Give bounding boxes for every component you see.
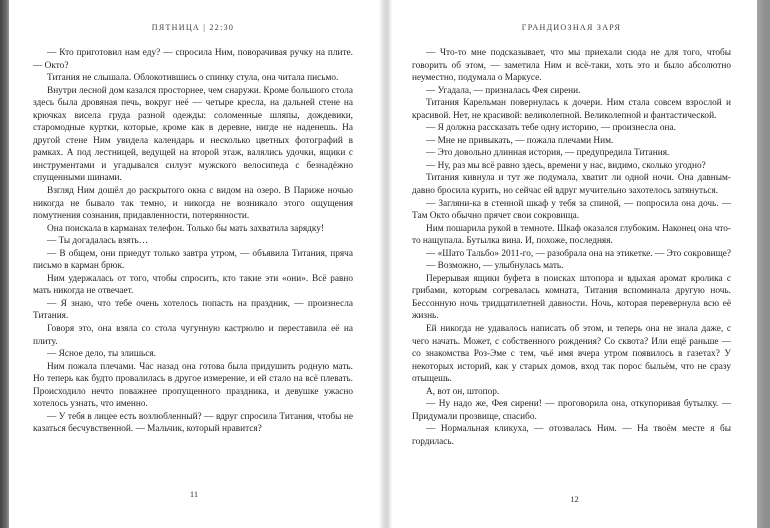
paragraph: Ним пожала плечами. Час назад она готова была придушить родную мать. Но теперь как будто провалилась в другое измерение, и ей стало на всё плевать. Происходило нечто поважнее пропущенного праздника, и девушке ужасно хотелось узнать, что именно. [33,361,353,410]
paragraph: А, вот он, штопор. [426,386,500,397]
paragraph: — В общем, они приедут только завтра утром, — объявила Титания, пряча письмо в карман брюк. [33,248,353,272]
paragraph: Внутри лесной дом казался просторнее, чем снаружи. Кроме большого стола здесь была дровяная печь, вокруг неё — четыре кресла, на дальней стене на крючках висела груда разной одежды: соломенные шляпы, дождевики, старомодные куртки, которые, кроме как в деревне, нигде не наденешь. На другой стене Ним увидела календарь и несколько цветных фотографий в рамках. А под лестницей, ведущей на второй этаж, валялись удочки, ящики с инструментами и угадывался силуэт мужского велосипеда с безнадёжно спущенными шинами. [33,85,353,184]
right-page [392,0,757,528]
left-page [9,0,379,528]
paragraph: Титания кивнула и тут же подумала, хватит ли одной ночи. Она давным-давно бросила курить, но сейчас ей вдруг мучительно захотелось затянуться. [412,173,731,197]
book-left-edge [0,0,9,528]
paragraph: Ним пошарила рукой в темноте. Шкаф оказался глубоким. Наконец она что-то нащупала. Бутылка вина. И, похоже, последняя. [412,223,731,247]
paragraph: Титания Карельман повернулась к дочери. Ним стала совсем взрослой и красивой. Нет, не красивой: великолепной. Великолепной и фантастической. [412,98,731,121]
paragraph: — Загляни-ка в стенной шкаф у тебя за спиной, — попросила она дочь. — Там Окто обычно прячет свои сокровища. [412,198,731,222]
book-right-edge [757,0,770,528]
right-running-header: ГРАНДИОЗНАЯ ЗАРЯ [521,23,622,32]
paragraph: — Нормальная кликуха, — отозвалась Ним. — На твоём месте я бы гордилась. [412,424,731,447]
right-page-body [412,47,731,449]
paragraph: — Возможно, — улыбнулась мать. [426,261,564,272]
paragraph: — Что-то мне подсказывает, что мы приехали сюда не для того, чтобы говорить об этом, — заметила Ним и всё-таки, хоть это и было абсолютно неуместно, подумала о Маркусе. [412,48,731,84]
paragraph: — Ясное дело, ты злишься. [47,349,156,360]
paragraph: — Кто приготовил нам еду? — спросила Ним, поворачивая ручку на плите. — Окто? [33,48,353,71]
right-page-number: 12 [570,494,579,504]
paragraph: Она поискала в карманах телефон. Только бы мать захватила зарядку! [47,223,324,234]
paragraph: — Я должна рассказать тебе одну историю, — произнесла она. [426,123,676,134]
paragraph: — «Шато Тальбо» 2011-го, — разобрала она на этикетке. — Это сокровище? [426,248,731,259]
paragraph: — Я знаю, что тебе очень хотелось попасть на праздник, — произнесла Титания. [33,298,353,322]
paragraph: Ей никогда не удавалось написать об этом, и теперь она не знала даже, с чего начать. Может, с собственного рождения? Со сквота? Или ещё раньше — со знакомства Роз-Эме с тем, чьё имя вчера утром появилось в газетах? У некоторых историй, как у старых домов, вход так порос быльём, что не сразу отыщешь. [412,324,731,385]
paragraph: — У тебя в лицее есть возлюбленный? — вдруг спросила Титания, чтобы не казаться бесчувственной. — Мальчик, который нравится? [33,411,353,435]
left-page-number: 11 [189,489,199,499]
paragraph: — Ну надо же, Фея сирени! — проговорила она, откупоривая бутылку. — Придумали прозвище, спасибо. [412,399,731,422]
paragraph: Ним удержалась от того, чтобы спросить, кто такие эти «они». Всё равно мать никогда не отвечает. [33,273,353,297]
paragraph: — Ну, раз мы всё равно здесь, времени у нас, видимо, сколько угодно? [426,160,706,171]
paragraph: Титания не слышала. Облокотившись о спинку стула, она читала письмо. [47,73,339,84]
paragraph: Взгляд Ним дошёл до раскрытого окна с видом на озеро. В Париже ночью никогда не бывало так темно, и никогда не возникало этого ощущения помутнения сознания, придавленности, потерянности. [33,186,353,222]
paragraph: — Мне не привыкать, — пожала плечами Ним. [426,135,614,146]
paragraph: Перерывая ящики буфета в поисках штопора и вдыхая аромат кролика с грибами, которым согревалась комната, Титания вспоминала другую ночь. Бессонную ночь тридцатилетней давности. Ночь, которая перевернула всю её жизнь. [412,273,731,322]
paragraph: — Угадала, — призналась Фея сирени. [426,85,581,96]
left-running-header: ПЯТНИЦА | 22:30 [151,23,235,32]
paragraph: — Ты догадалась взять… [47,236,149,247]
left-page-body [33,47,353,436]
paragraph: — Это довольно длинная история, — предупредила Титания. [426,148,670,159]
paragraph: Говоря это, она взяла со стола чугунную кастрюлю и переставила её на плиту. [33,324,353,347]
book-spine [379,0,392,528]
